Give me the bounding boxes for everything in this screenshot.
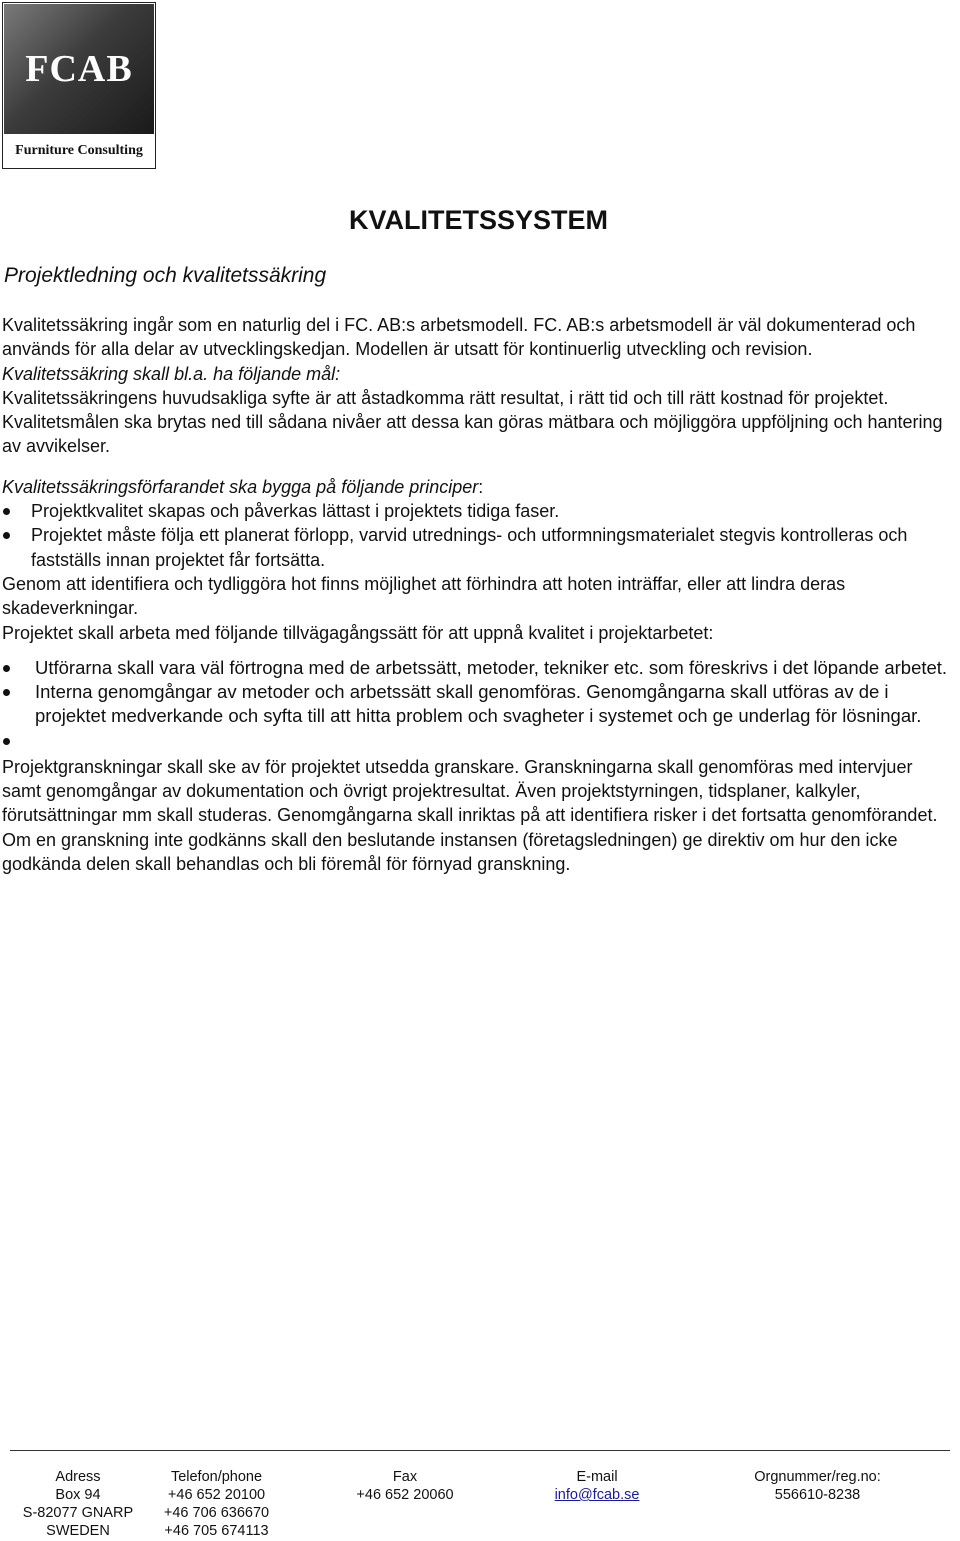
document-title: KVALITETSSYSTEM	[349, 205, 609, 235]
footer-email	[511, 1468, 683, 1540]
footer-value: 556610-8238	[774, 1487, 861, 1503]
bullet-dot-icon	[3, 738, 10, 745]
footer-value: SWEDEN	[46, 1523, 110, 1539]
footer-value: Box 94	[55, 1487, 101, 1503]
section-heading: Projektledning och kvalitetssäkring	[4, 264, 327, 287]
goal-breakdown-paragraph: Kvalitetsmålen ska brytas ned till sådana nivåer att dessa kan göras mätbara och möjliggöra uppföljning och hantering av avvikelser.	[2, 412, 943, 457]
principles-heading-text: Kvalitetssäkringsförfarandet ska bygga på följande principer	[2, 476, 479, 497]
approach-intro: Projektet skall arbeta med följande tillvägagångssätt för att uppnå kvalitet i projektarbetet:	[2, 622, 714, 643]
footer-label: Adress	[55, 1469, 101, 1485]
list-item: Projektet måste följa ett planerat förlopp, varvid utrednings- och utformningsmaterialet stegvis kontrolleras och fastställs innan projektet får fortsätta.	[2, 523, 954, 572]
footer-fax	[299, 1468, 511, 1540]
principles-heading-colon: :	[478, 476, 484, 497]
list-item: Utförarna skall vara väl förtrogna med de arbetssätt, metoder, tekniker etc. som föreskrivs i det löpande arbetet.	[2, 656, 954, 680]
logo-mark	[4, 4, 154, 134]
approach-list	[2, 656, 954, 729]
footer-phone	[134, 1468, 299, 1540]
escalation-paragraph: Om en granskning inte godkänns skall den beslutande instansen (företagsledningen) ge direktiv om hur den icke godkända delen skall behandlas och bli föremål för förnyad granskning.	[2, 829, 898, 874]
goals-heading: Kvalitetssäkring skall bl.a. ha följande mål:	[2, 363, 341, 384]
footer-org-number	[683, 1468, 952, 1540]
footer-divider	[10, 1450, 950, 1451]
footer-value: +46 706 636670	[163, 1505, 270, 1521]
footer-value: S-82077 GNARP	[22, 1505, 134, 1521]
footer-label: Orgnummer/reg.no:	[754, 1469, 881, 1485]
footer-label: Telefon/phone	[170, 1469, 263, 1485]
company-logo	[2, 2, 156, 169]
list-item: Projektkvalitet skapas och påverkas lättast i projektets tidiga faser.	[2, 499, 954, 523]
logo-subtitle: Furniture Consulting	[15, 143, 143, 158]
logo-wordmark: FCAB	[25, 48, 133, 90]
document-body	[2, 313, 954, 876]
reviews-paragraph: Projektgranskningar skall ske av för projektet utsedda granskare. Granskningarna skall genomföras med intervjuer samt genomgångar av dokumentation och övrigt projektresultat. Även projektstyrningen, tidsplaner, kalkyler, förutsättningar mm skall studeras. Genomgångarna skall inriktas på att identifiera risker i det fortsatta genomförandet.	[2, 756, 938, 826]
goal-main-paragraph: Kvalitetssäkringens huvudsakliga syfte är att åstadkomma rätt resultat, i rätt tid och till rätt kostnad för projektet.	[2, 387, 889, 408]
email-link[interactable]: info@fcab.se	[554, 1487, 640, 1503]
spacer	[2, 459, 954, 475]
footer-label: E-mail	[576, 1469, 618, 1485]
intro-paragraph: Kvalitetssäkring ingår som en naturlig del i FC. AB:s arbetsmodell. FC. AB:s arbetsmodell är väl dokumenterad och används för alla delar av utvecklingskedjan. Modellen är utsatt för kontinuerlig utveckling och revision.	[2, 315, 916, 360]
principles-list	[2, 499, 954, 572]
risks-paragraph: Genom att identifiera och tydliggöra hot finns möjlighet att förhindra att hoten inträffar, eller att lindra deras skadeverkningar.	[2, 573, 846, 619]
footer-label: Fax	[392, 1469, 418, 1485]
list-item: Interna genomgångar av metoder och arbetssätt skall genomföras. Genomgångarna skall utföras av de i projektet medverkande och syfta till att hitta problem och svagheter i systemet och ge underlag för lösningar.	[2, 680, 954, 729]
footer-value: +46 652 20100	[167, 1487, 266, 1503]
principles-heading	[2, 475, 954, 499]
footer	[22, 1468, 952, 1540]
footer-value: +46 705 674113	[164, 1523, 269, 1539]
empty-bullet	[2, 729, 954, 755]
footer-value: +46 652 20060	[356, 1487, 454, 1503]
footer-address	[22, 1468, 134, 1540]
